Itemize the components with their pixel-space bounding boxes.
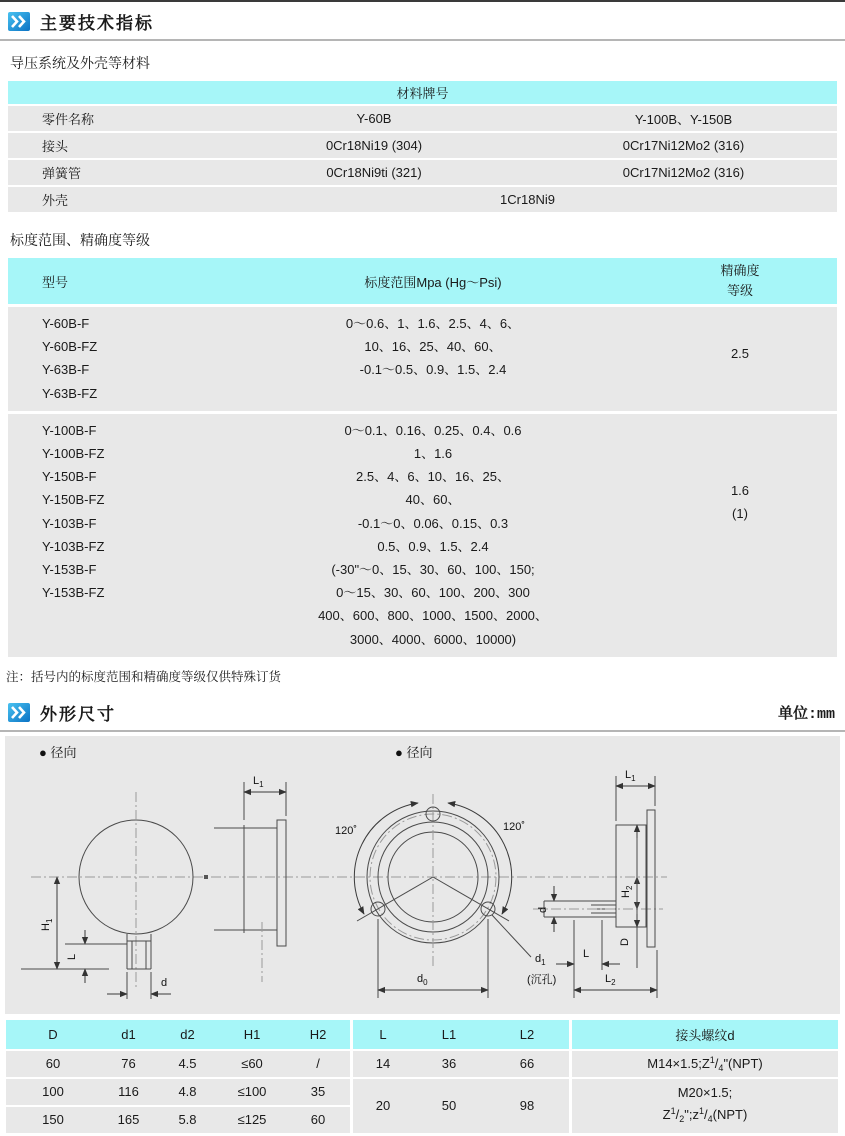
thread-spec-line2: $Z^1/_2";z^1/_4(NPT)$ [662, 1105, 748, 1124]
cell: Y-100B、Y-150B [634, 112, 733, 127]
model-name: Y-60B-FZ [42, 339, 98, 355]
range-line: 0～0.1、0.16、0.25、0.4、0.6 [344, 422, 522, 438]
dimensions-table [6, 1020, 839, 1133]
column-header: H2 [309, 1026, 327, 1042]
model-name: Y-100B-F [42, 422, 97, 438]
row-label: 接头 [42, 139, 69, 154]
column-header-thread: 接头螺纹d [675, 1027, 735, 1043]
accuracy-line: (1) [732, 505, 748, 521]
column-header: D [48, 1026, 58, 1042]
table-row [8, 187, 837, 212]
angle-label-right: 120˚ [503, 820, 526, 833]
cell: 150 [42, 1112, 64, 1128]
materials-table [8, 81, 837, 212]
column-header-range: 标度范围Mpa (Hg～Psi) [364, 274, 502, 290]
cell: Y-60B [356, 111, 392, 126]
range-line: 10、16、25、40、60、 [364, 339, 502, 355]
table-row [353, 1051, 569, 1077]
cell: 50 [441, 1098, 457, 1114]
table-row [8, 160, 837, 185]
dim-label-d-left: d [161, 976, 168, 989]
range-group-2 [8, 414, 837, 657]
cell: ≤100 [237, 1084, 267, 1100]
dims-group-body [6, 1020, 350, 1133]
dims-group-lengths [353, 1020, 569, 1133]
angle-label-left: 120˚ [335, 824, 358, 837]
accuracy-value [643, 419, 837, 651]
dim-label-l1-mid: $L_1$ [253, 774, 264, 789]
range-list [223, 312, 643, 405]
cell: 165 [117, 1112, 140, 1128]
radial-view-label-right: ● 径向 [395, 744, 433, 760]
gauge-side-view [21, 792, 193, 999]
model-name: Y-103B-FZ [42, 538, 105, 554]
flange-front-view [335, 794, 556, 998]
row-label: 外壳 [42, 193, 69, 208]
accuracy-value [643, 312, 837, 405]
dim-label-l-right: L [583, 947, 590, 960]
row-label: 零件名称 [42, 112, 95, 127]
dims-header-row [353, 1020, 569, 1049]
materials-table-header: 材料牌号 [8, 81, 837, 104]
materials-subtitle: 导压系统及外壳等材料 [10, 55, 150, 71]
cell: 0Cr18Ni19 (304) [325, 138, 423, 153]
dim-label-h1: $H_1$ [40, 918, 54, 931]
cell: 100 [42, 1084, 64, 1100]
cell: 60 [45, 1056, 61, 1072]
range-line: 0～0.6、1、1.6、2.5、4、6、 [345, 316, 521, 331]
cell: ≤125 [237, 1112, 267, 1128]
cell: 116 [118, 1084, 139, 1100]
section-header-dimensions [0, 693, 845, 732]
table-row-merged [353, 1079, 569, 1133]
dim-label-d0: $d_0$ [417, 972, 428, 987]
technical-drawing [5, 736, 840, 1014]
double-chevron-icon [8, 703, 30, 722]
range-line: -0.1～0、0.06、0.15、0.3 [357, 515, 509, 531]
radial-view-label-left: ● 径向 [39, 744, 77, 760]
range-table-header [8, 258, 837, 304]
column-header: L [379, 1026, 387, 1042]
range-line: 0.5、0.9、1.5、2.4 [377, 538, 489, 554]
column-header: H1 [243, 1026, 261, 1042]
row-label: 弹簧管 [42, 166, 82, 181]
cell: 0Cr17Ni12Mo2 (316) [622, 138, 745, 153]
model-list [8, 419, 223, 651]
unit-label: 单位:mm [777, 705, 835, 723]
range-subtitle: 标度范围、精确度等级 [10, 232, 150, 248]
dims-header-row [572, 1020, 838, 1049]
dims-header-row [6, 1020, 350, 1049]
dim-label-l2: $L_2$ [605, 972, 616, 987]
dim-label-l-left: L [66, 953, 78, 960]
column-header: L1 [441, 1026, 457, 1042]
column-header: d2 [180, 1026, 195, 1042]
cell: 36 [441, 1056, 457, 1072]
cell: 0Cr17Ni12Mo2 (316) [622, 165, 745, 180]
table-row [6, 1051, 350, 1077]
model-name: Y-63B-F [42, 362, 90, 378]
column-header: d1 [121, 1026, 136, 1042]
range-line: 40、60、 [405, 492, 461, 508]
column-header-model: 型号 [42, 274, 69, 290]
model-name: Y-100B-FZ [42, 446, 105, 462]
cell: / [316, 1056, 320, 1072]
table-row [6, 1107, 350, 1133]
dims-group-thread [572, 1020, 838, 1133]
range-line: 1、1.6 [413, 446, 453, 462]
range-line: 400、600、800、1000、1500、2000、 [318, 608, 548, 624]
range-list [223, 419, 643, 651]
cell: 60 [310, 1112, 326, 1128]
model-name: Y-153B-FZ [42, 585, 105, 601]
range-line: 2.5、4、6、10、16、25、 [356, 469, 510, 485]
cell: 5.8 [178, 1112, 197, 1128]
range-line: 0～15、30、60、100、200、300 [336, 585, 530, 601]
range-line: -0.1～0.5、0.9、1.5、2.4 [359, 362, 507, 378]
cell: 14 [375, 1056, 391, 1072]
table-row-merged [572, 1079, 838, 1133]
range-group-1 [8, 307, 837, 411]
dim-label-l1-right: $L_1$ [625, 768, 636, 783]
dim-label-d1: $d_1$ [535, 952, 546, 967]
thread-spec: $M14\times 1.5;Z^1/_4"(NPT)$ [647, 1054, 763, 1073]
thread-spec-line1: M20×1.5; [677, 1084, 733, 1100]
dim-label-d-right: d [537, 906, 549, 913]
accuracy-line: 2.5 [730, 346, 750, 361]
range-table [8, 258, 837, 657]
table-row [572, 1051, 838, 1077]
cell: 35 [310, 1084, 326, 1100]
accuracy-header-line1: 精确度 [720, 263, 760, 278]
range-line: (-30"～0、15、30、60、100、150; [331, 562, 535, 578]
cell: 66 [519, 1056, 535, 1072]
footnote: 注：括号内的标度范围和精确度等级仅供特殊订货 [6, 669, 282, 684]
cell: 4.8 [178, 1084, 197, 1100]
model-name: Y-150B-FZ [42, 492, 105, 508]
cell: 76 [121, 1056, 136, 1072]
dim-label-h2: $H_2$ [620, 885, 634, 898]
model-name: Y-60B-F [42, 316, 90, 331]
accuracy-line: 1.6 [730, 482, 750, 498]
column-header-accuracy [643, 261, 837, 301]
column-header: L2 [519, 1026, 535, 1042]
range-line: 3000、4000、6000、10000) [349, 631, 517, 647]
case-profile-view [204, 775, 286, 982]
section-title: 主要技术指标 [40, 14, 154, 33]
table-row [8, 106, 837, 131]
counterbore-label: (沉孔) [527, 973, 557, 986]
cell: ≤60 [241, 1056, 263, 1072]
model-list [8, 312, 223, 405]
model-name: Y-153B-F [42, 562, 97, 578]
table-row [6, 1079, 350, 1105]
table-row [8, 133, 837, 158]
axial-profile-view [533, 769, 663, 998]
cell: 4.5 [178, 1056, 197, 1072]
cell: 0Cr18Ni9ti (321) [326, 165, 422, 180]
thread-spec [572, 1083, 838, 1129]
cell: 1Cr18Ni9 [500, 192, 555, 207]
dimension-drawing-panel [5, 736, 840, 1014]
model-name: Y-150B-F [42, 469, 97, 485]
model-name: Y-63B-FZ [42, 385, 98, 401]
section-title: 外形尺寸 [40, 704, 116, 724]
section-header-specs [0, 2, 845, 41]
cell: 20 [375, 1098, 391, 1114]
model-name: Y-103B-F [42, 515, 97, 531]
cell: 98 [519, 1098, 535, 1114]
dim-label-big-d: D [619, 937, 631, 946]
double-chevron-icon [8, 12, 30, 31]
accuracy-header-line2: 等级 [726, 283, 753, 298]
